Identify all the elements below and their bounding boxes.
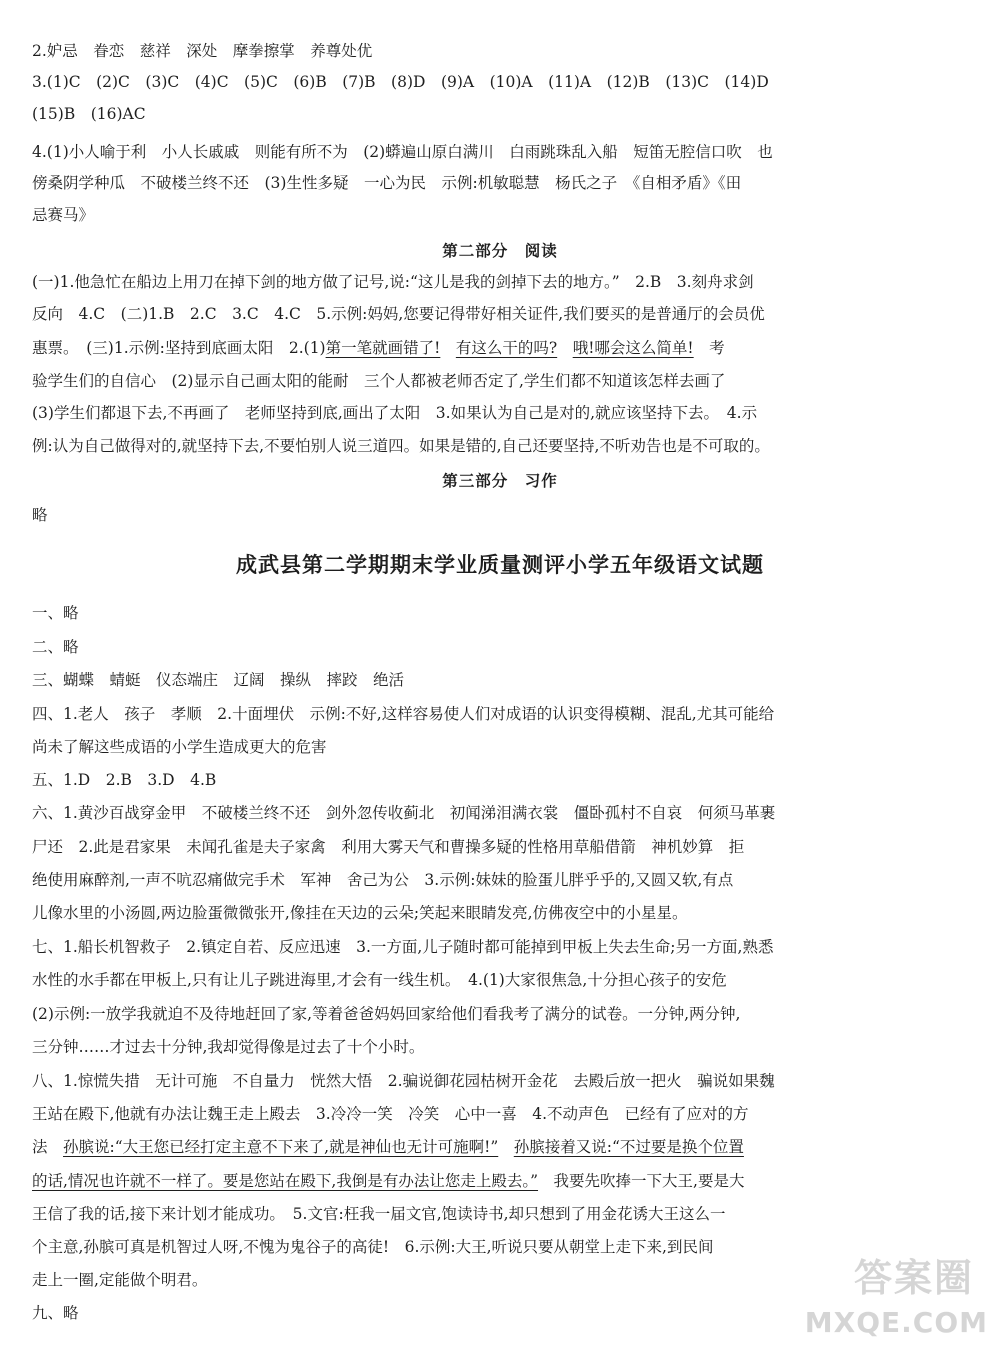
exam2-section-9: 九、略: [32, 1304, 79, 1322]
exam2-section-3: 三、蝴蝶 蜻蜓 仪态端庄 辽阔 操纵 摔跤 绝活: [32, 671, 405, 689]
answer-line-q4-2: 傍桑阴学种瓜 不破楼兰终不还 (3)生性多疑 一心为民 示例:机敏聪慧 杨氏之子 《自相矛盾》《田: [32, 174, 742, 192]
underlined-quote-1: 第一笔就画错了!: [325, 339, 441, 357]
exam2-section-7-1: 七、1.船长机智救子 2.镇定自若、反应迅速 3.一方面,儿子随时都可能掉到甲板上失去生命;另一方面,熟悉: [32, 938, 774, 956]
answer-line-q3-1: 3.(1)C (2)C (3)C (4)C (5)C (6)B (7)B (8)D (9)A (10)A (11)A (12)B (13)C (14)D: [32, 73, 769, 91]
exam2-section-7-4: 三分钟……才过去十分钟,我却觉得像是过去了十个小时。: [32, 1038, 425, 1056]
exam2-section-8-2: 王站在殿下,他就有办法让魏王走上殿去 3.冷冷一笑 冷笑 心中一喜 4.不动声色 已经有了应对的方: [32, 1105, 749, 1123]
exam2-section-8-5: 王信了我的话,接下来计划才能成功。 5.文官:枉我一届文官,饱读诗书,却只想到了用金花诱大王这么一: [32, 1205, 726, 1223]
reading-line-2: 反向 4.C (二)1.B 2.C 3.C 4.C 5.示例:妈妈,您要记得带好相关证件,我们要买的是普通厅的会员优: [32, 305, 765, 323]
exam2-section-6-3: 绝使用麻醉剂,一声不吭忍痛做完手术 军神 舍己为公 3.示例:妹妹的脸蛋儿胖乎乎的,又圆又软,有点: [32, 871, 734, 889]
underlined-quote-5: 孙膑接着又说:“不过要是换个位置: [513, 1138, 744, 1156]
watermark-logo: [794, 1243, 994, 1343]
exam2-section-8-6: 个主意,孙膑可真是机智过人呀,不愧为鬼谷子的高徒! 6.示例:大王,听说只要从朝堂上走下来,到民间: [32, 1238, 714, 1256]
exam2-section-4-2: 尚未了解这些成语的小学生造成更大的危害: [32, 738, 327, 756]
section-heading-writing: 第三部分 习作: [442, 472, 558, 490]
spacer: [557, 339, 573, 357]
reading-line-4: 验学生们的自信心 (2)显示自己画太阳的能耐 三个人都被老师否定了,学生们都不知道该怎样去画了: [32, 372, 726, 390]
writing-answer: 略: [32, 506, 48, 524]
watermark-en-text: MXQE.COM: [804, 1306, 988, 1339]
reading-line-1: (一)1.他急忙在船边上用刀在掉下剑的地方做了记号,说:“这儿是我的剑掉下去的地方。” 2.B 3.刻舟求剑: [32, 273, 754, 291]
reading-line-3-tail: 考: [693, 339, 725, 357]
exam2-section-7-2: 水性的水手都在甲板上,只有让儿子跳进海里,才会有一线生机。 4.(1)大家很焦急,十分担心孩子的安危: [32, 971, 727, 989]
exam2-section-6-1: 六、1.黄沙百战穿金甲 不破楼兰终不还 剑外忽传收蓟北 初闻涕泪满衣裳 僵卧孤村不自哀 何须马革裹: [32, 804, 776, 822]
exam2-section-1: 一、略: [32, 604, 79, 622]
exam2-section-6-2: 尸还 2.此是君家果 未闻孔雀是夫子家禽 利用大雾天气和曹操多疑的性格用草船借箭 神机妙算 拒: [32, 838, 745, 856]
reading-line-3-text: 惠票。 (三)1.示例:坚持到底画太阳 2.(1): [32, 339, 326, 357]
answer-line-q2: 2.妒忌 眷恋 慈祥 深处 摩拳擦掌 养尊处优: [32, 42, 373, 60]
exam2-section-2: 二、略: [32, 638, 79, 656]
underlined-quote-6: 的话,情况也许就不一样了。要是您站在殿下,我倒是有办法让您走上殿去。”: [32, 1172, 539, 1190]
underlined-quote-2: 有这么干的吗?: [455, 339, 558, 357]
exam2-section-8-3: [32, 1136, 968, 1158]
spacer: [498, 1138, 514, 1156]
spacer: [440, 339, 456, 357]
exam2-section-7-3: (2)示例:一放学我就迫不及待地赶回了家,等着爸爸妈妈回家给他们看我考了满分的试卷。一分钟,两分钟,: [32, 1005, 741, 1023]
exam2-section-4-1: 四、1.老人 孩子 孝顺 2.十面埋伏 示例:不好,这样容易使人们对成语的认识变得模糊、混乱,尤其可能给: [32, 705, 775, 723]
reading-line-6: 例:认为自己做得对的,就坚持下去,不要怕别人说三道四。如果是错的,自己还要坚持,不听劝告也是不可取的。: [32, 437, 770, 455]
answer-line-q4-1: 4.(1)小人喻于利 小人长戚戚 则能有所不为 (2)蟒遍山原白满川 白雨跳珠乱入船 短笛无腔信口吹 也: [32, 143, 773, 161]
exam2-section-5: 五、1.D 2.B 3.D 4.B: [32, 771, 217, 789]
exam2-section-6-4: 儿像水里的小汤圆,两边脸蛋微微张开,像挂在天边的云朵;笑起来眼睛发亮,仿佛夜空中的小星星。: [32, 904, 688, 922]
answer-line-q3-2: (15)B (16)AC: [32, 105, 146, 123]
exam2-section-8-7: 走上一圈,定能做个明君。: [32, 1271, 208, 1289]
answer-line-q4-3: 忌赛马》: [32, 206, 95, 224]
section-8-4-tail: 我要先吹捧一下大王,要是大: [538, 1172, 745, 1190]
reading-line-5: (3)学生们都退下去,不再画了 老师坚持到底,画出了太阳 3.如果认为自己是对的,就应该坚持下去。 4.示: [32, 404, 758, 422]
section-heading-reading: 第二部分 阅读: [442, 242, 558, 260]
exam2-section-8-4: [32, 1170, 968, 1192]
section-8-3-text: 法: [32, 1138, 64, 1156]
reading-line-3: [32, 337, 968, 359]
exam-title: 成武县第二学期期末学业质量测评小学五年级语文试题: [236, 553, 764, 577]
watermark-cn-text: 答案圈: [853, 1256, 974, 1300]
underlined-quote-4: 孙膑说:“大王您已经打定主意不下来了,就是神仙也无计可施啊!”: [63, 1138, 499, 1156]
underlined-quote-3: 哦!哪会这么简单!: [572, 339, 694, 357]
exam2-section-8-1: 八、1.惊慌失措 无计可施 不自量力 恍然大悟 2.骗说御花园枯树开金花 去殿后放一把火 骗说如果魏: [32, 1072, 775, 1090]
